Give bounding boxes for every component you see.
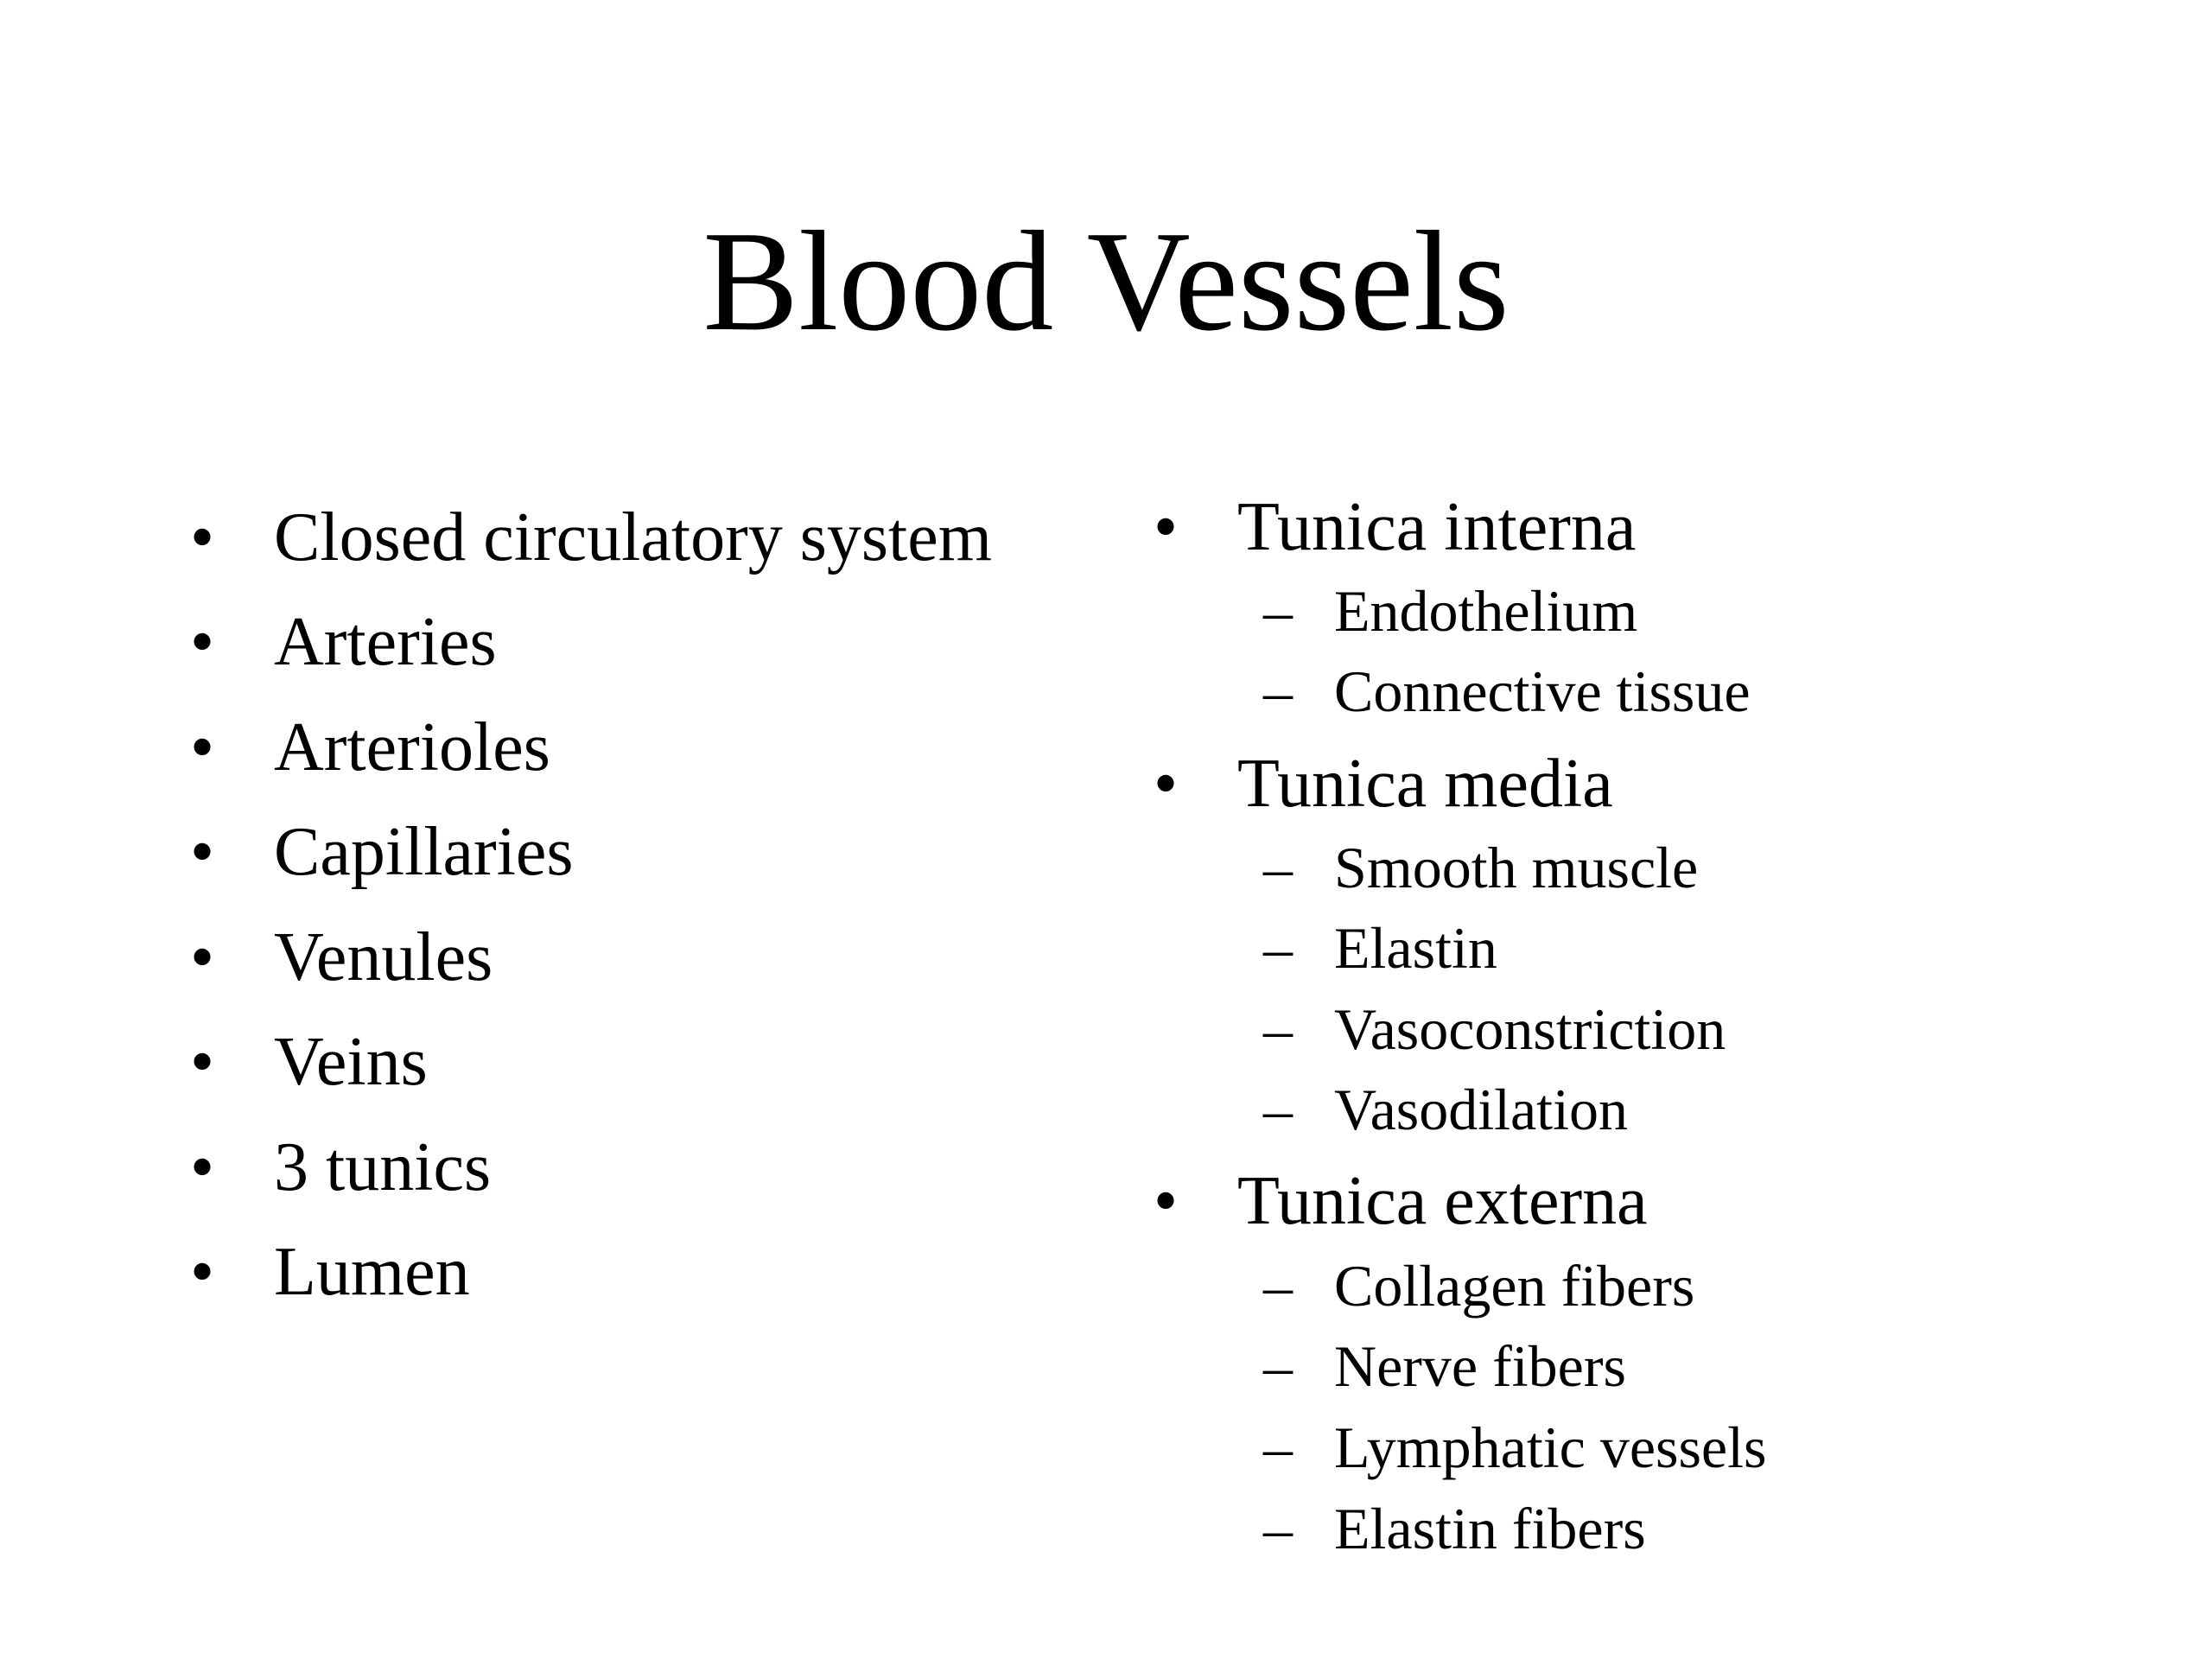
sub-list-item-label: Smooth muscle — [1334, 835, 1699, 900]
dash-icon: – — [1263, 1253, 1293, 1319]
sub-list-item-label: Elastin — [1334, 915, 1497, 981]
sub-list-item-label: Vasoconstriction — [1334, 996, 1726, 1062]
list-item-label: Veins — [274, 1024, 428, 1100]
list-item-label: Lumen — [274, 1234, 470, 1310]
sub-list-item-label: Lymphatic vessels — [1334, 1414, 1767, 1480]
bullet-icon: • — [190, 814, 215, 890]
list-item-label: Tunica media — [1237, 746, 1613, 822]
list-item-label: Arteries — [274, 604, 497, 680]
dash-icon: – — [1263, 1496, 1293, 1561]
bullet-icon: • — [1154, 1163, 1179, 1239]
bullet-icon: • — [190, 1024, 215, 1100]
bullet-icon: • — [190, 709, 215, 785]
dash-icon: – — [1263, 835, 1293, 900]
bullet-icon: • — [190, 1234, 215, 1310]
list-item-label: Closed circulatory system — [274, 499, 992, 575]
dash-icon: – — [1263, 1077, 1293, 1142]
bullet-icon: • — [190, 1129, 215, 1205]
sub-list-item-label: Connective tissue — [1334, 658, 1751, 724]
bullet-icon: • — [190, 499, 215, 575]
list-item-label: Tunica externa — [1237, 1163, 1648, 1239]
sub-list-item-label: Nerve fibers — [1334, 1333, 1626, 1399]
sub-list-item-label: Elastin fibers — [1334, 1496, 1646, 1561]
list-item-label: 3 tunics — [274, 1129, 492, 1205]
sub-list-item-label: Collagen fibers — [1334, 1253, 1695, 1319]
dash-icon: – — [1263, 996, 1293, 1062]
dash-icon: – — [1263, 658, 1293, 724]
bullet-icon: • — [190, 919, 215, 995]
bullet-icon: • — [1154, 746, 1179, 822]
list-item-label: Arterioles — [274, 709, 550, 785]
list-item-label: Venules — [274, 919, 493, 995]
bullet-icon: • — [1154, 489, 1179, 565]
dash-icon: – — [1263, 915, 1293, 981]
list-item-label: Capillaries — [274, 814, 574, 890]
dash-icon: – — [1263, 578, 1293, 644]
dash-icon: – — [1263, 1333, 1293, 1399]
list-item-label: Tunica interna — [1237, 489, 1637, 565]
sub-list-item-label: Endothelium — [1334, 578, 1638, 644]
sub-list-item-label: Vasodilation — [1334, 1077, 1628, 1142]
bullet-icon: • — [190, 604, 215, 680]
dash-icon: – — [1263, 1414, 1293, 1480]
slide-title: Blood Vessels — [702, 201, 1510, 360]
